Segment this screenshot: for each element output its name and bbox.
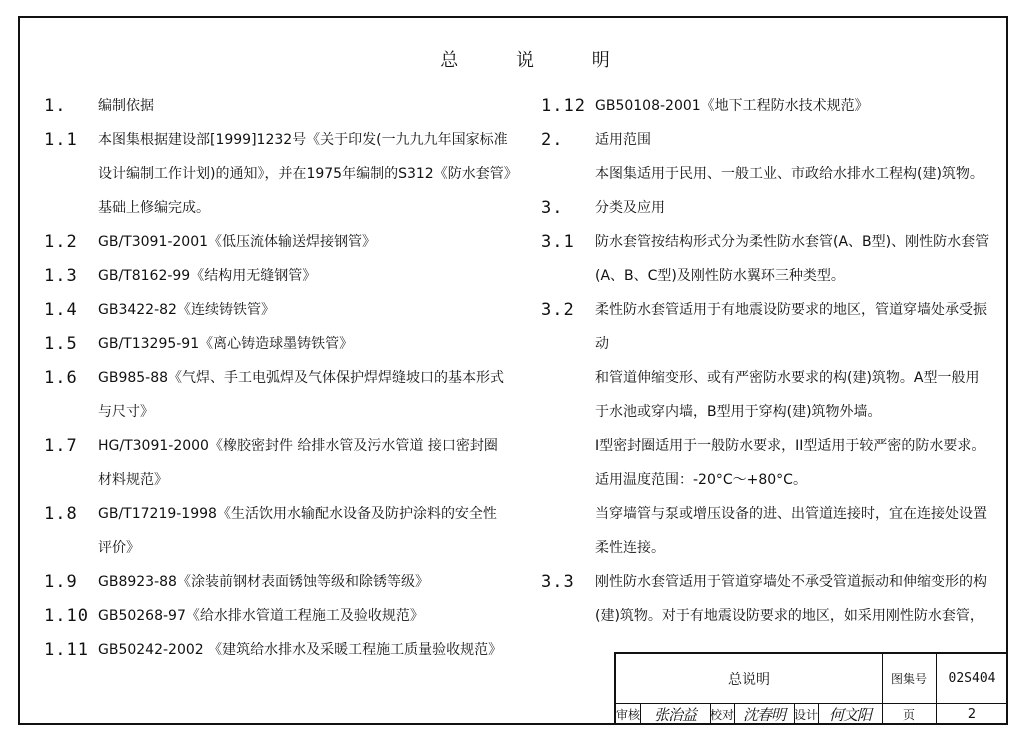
clause-text: GB50242-2002 《建筑给水排水及采暖工程施工质量验收规范》 <box>98 642 503 658</box>
clause-text-continuation: 柔性连接。 <box>595 540 665 556</box>
clause-text: 防水套管按结构形式分为柔性防水套管(A、B型)、刚性防水套管 <box>595 234 990 250</box>
clause-number: 1.7 <box>44 436 78 456</box>
clause-text-continuation: 与尺寸》 <box>98 404 154 420</box>
clause-text-continuation: (A、B、C型)及刚性防水翼环三种类型。 <box>595 268 845 284</box>
drawing-title: 总说明 <box>728 671 770 688</box>
left-column <box>44 89 518 667</box>
clause-text-continuation: 评价》 <box>98 540 140 556</box>
clause-text-continuation: 设计编制工作计划)的通知》，并在1975年编制的S312《防水套管》 <box>98 166 518 182</box>
review-signature: 张治益 <box>653 705 696 724</box>
clause-number: 1.8 <box>44 504 78 524</box>
design-label: 设计 <box>794 707 819 722</box>
clause-number: 1.6 <box>44 368 78 388</box>
clause-number: 3.2 <box>541 300 575 320</box>
clause-text: 适用范围 <box>595 132 651 148</box>
clause-row <box>44 565 514 599</box>
clause-text: 分类及应用 <box>595 200 665 216</box>
clause-text: GB/T8162-99《结构用无缝钢管》 <box>98 268 317 284</box>
clause-text: 编制依据 <box>98 98 154 114</box>
clause-text: 柔性防水套管适用于有地震设防要求的地区，管道穿墙处承受振动 <box>595 302 987 352</box>
title-block <box>614 652 1008 725</box>
clause-row <box>44 599 514 633</box>
check-label: 校对 <box>710 707 735 722</box>
clause-text-continuation: 于水池或穿内墙，B型用于穿构(建)筑物外墙。 <box>595 404 882 420</box>
clause-text: GB/T17219-1998《生活饮用水输配水设备及防护涂料的安全性 <box>98 506 497 522</box>
clause-number: 1.1 <box>44 130 78 150</box>
page-number: 2 <box>967 706 977 722</box>
clause-row <box>44 259 514 293</box>
clause-number: 1.12 <box>541 96 586 116</box>
clause-number: 2. <box>541 130 564 150</box>
clause-text-continuation: 和管道伸缩变形、或有严密防水要求的构(建)筑物。A型一般用 <box>595 370 980 386</box>
clause-text-continuation: 本图集适用于民用、一般工业、市政给水排水工程构(建)筑物。 <box>595 166 984 182</box>
clause-text-continuation: (建)筑物。对于有地震设防要求的地区，如采用刚性防水套管， <box>595 608 984 624</box>
clause-number: 3.1 <box>541 232 575 252</box>
atlas-no: 02S404 <box>948 671 996 686</box>
clause-text-continuation: 当穿墙管与泵或增压设备的进、出管道连接时，宜在连接处设置 <box>595 506 987 522</box>
clause-row <box>541 293 991 361</box>
clause-number: 3. <box>541 198 564 218</box>
clause-text: GB50268-97《给水排水管道工程施工及验收规范》 <box>98 608 424 624</box>
clause-text-continuation: 材料规范》 <box>98 472 168 488</box>
clause-text-continuation: 适用温度范围：-20°C～+80°C。 <box>595 472 807 488</box>
clause-number: 1.11 <box>44 640 89 660</box>
clause-row <box>44 89 514 123</box>
clause-text: GB8923-88《涂装前钢材表面锈蚀等级和除锈等级》 <box>98 574 429 590</box>
check-signature: 沈春明 <box>742 705 785 724</box>
clause-text: GB/T3091-2001《低压流体输送焊接钢管》 <box>98 234 377 250</box>
clause-text-continuation: 基础上修编完成。 <box>98 200 210 216</box>
clause-text: GB985-88《气焊、手工电弧焊及气体保护焊焊缝坡口的基本形式 <box>98 370 505 386</box>
clause-row <box>44 361 514 395</box>
clause-number: 1.4 <box>44 300 78 320</box>
right-column <box>541 89 991 633</box>
clause-row <box>541 89 991 123</box>
page-label: 页 <box>902 707 915 722</box>
clause-text: HG/T3091-2000《橡胶密封件 给排水管及污水管道 接口密封圈 <box>98 438 498 454</box>
design-signature: 何文阳 <box>828 705 871 724</box>
clause-text-continuation: I型密封圈适用于一般防水要求，II型适用于较严密的防水要求。 <box>595 438 986 454</box>
clause-text: GB3422-82《连续铸铁管》 <box>98 302 275 318</box>
clause-row <box>541 123 991 157</box>
clause-text: GB/T13295-91《离心铸造球墨铸铁管》 <box>98 336 354 352</box>
clause-row <box>44 327 514 361</box>
clause-number: 3.3 <box>541 572 575 592</box>
clause-number: 1.9 <box>44 572 78 592</box>
atlas-no-label: 图集号 <box>890 672 927 686</box>
clause-number: 1. <box>44 96 67 116</box>
clause-text: 本图集根据建设部[1999]1232号《关于印发(一九九九年国家标准 <box>98 132 508 148</box>
clause-text: GB50108-2001《地下工程防水技术规范》 <box>595 98 869 114</box>
clause-row <box>44 123 514 157</box>
clause-row <box>44 429 514 463</box>
clause-row <box>44 225 514 259</box>
clause-row <box>541 565 991 599</box>
clause-number: 1.5 <box>44 334 78 354</box>
clause-row <box>44 497 514 531</box>
clause-row <box>44 633 514 667</box>
clause-text: 刚性防水套管适用于管道穿墙处不承受管道振动和伸缩变形的构 <box>595 574 987 590</box>
review-label: 审核 <box>616 707 641 722</box>
clause-number: 1.3 <box>44 266 78 286</box>
clause-row <box>44 293 514 327</box>
page-title: 总 说 明 <box>440 50 636 71</box>
clause-number: 1.2 <box>44 232 78 252</box>
clause-number: 1.10 <box>44 606 89 626</box>
clause-row <box>541 225 991 259</box>
clause-row <box>541 191 991 225</box>
